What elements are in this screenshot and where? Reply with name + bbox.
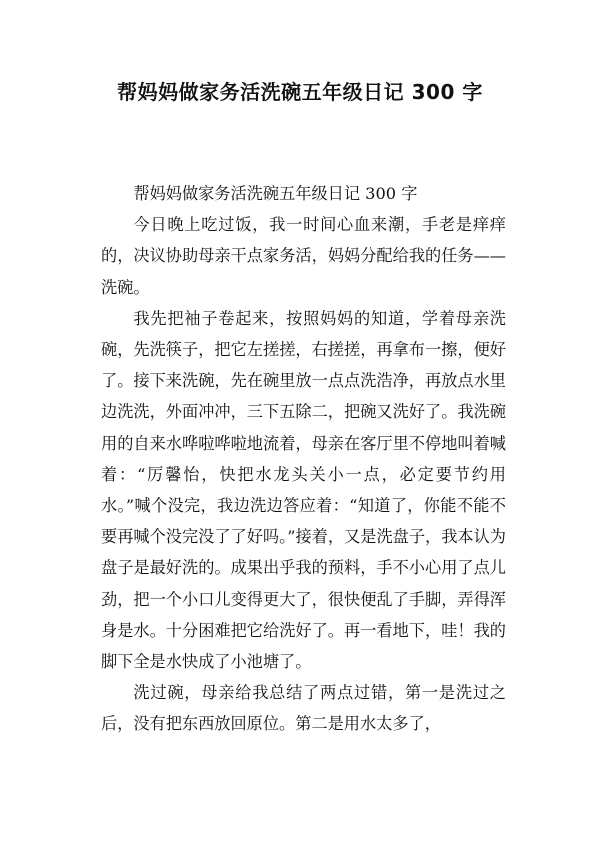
- document-title: 帮妈妈做家务活洗碗五年级日记 300 字: [117, 80, 483, 104]
- document-body: [101, 178, 506, 740]
- paragraph-intro: 今日晚上吃过饭，我一时间心血来潮，手老是痒痒的，决议协助母亲干点家务活，妈妈分配给我的任务——洗碗。: [101, 215, 506, 297]
- paragraph-washing: 我先把袖子卷起来，按照妈妈的知道，学着母亲洗碗，先洗筷子，把它左搓搓，右搓搓，再拿布一擦，便好了。接下来洗碗，先在碗里放一点点洗浩净，再放点水里边洗洗，外面冲冲，三下五除二，把碗又洗好了。我洗碗用的自来水哗啦哗啦地流着，母亲在客厅里不停地叫着喊着：“厉馨怡，快把水龙头关小一点，必定要节约用水。”喊个没完，我边洗边答应着：“知道了，你能不能不要再喊个没完没了了好吗。”接着，又是洗盘子，我本认为盘子是最好洗的。成果出乎我的预料，手不小心用了点儿劲，把一个小口儿变得更大了，很快便乱了手脚，弄得浑身是水。十分困难把它给洗好了。再一看地下，哇！我的脚下全是水快成了小池塘了。: [101, 308, 506, 672]
- paragraph-summary: 洗过碗，母亲给我总结了两点过错，第一是洗过之后，没有把东西放回原位。第二是用水太多了，: [101, 683, 506, 734]
- paragraph-subtitle: 帮妈妈做家务活洗碗五年级日记 300 字: [133, 184, 418, 203]
